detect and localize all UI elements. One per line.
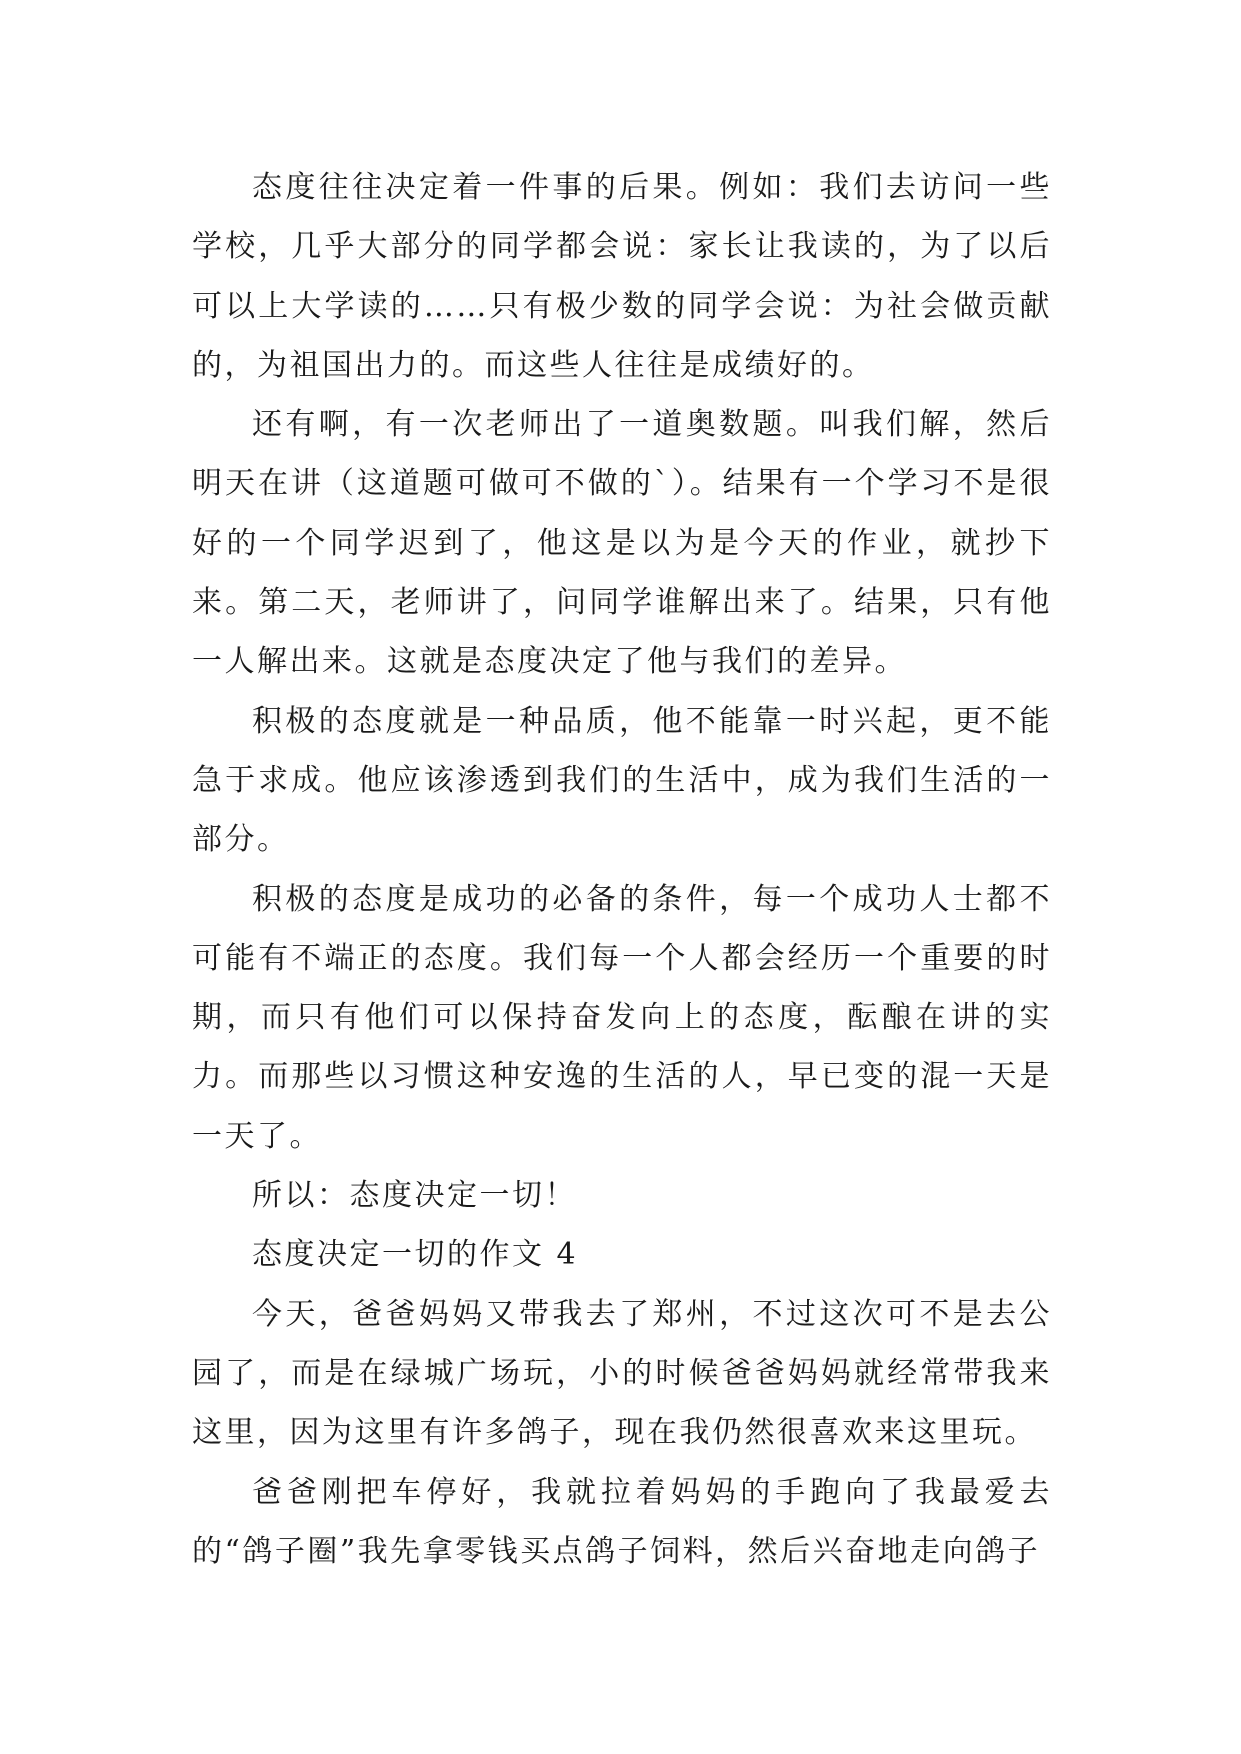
paragraph-success-condition: 积极的态度是成功的必备的条件，每一个成功人士都不可能有不端正的态度。我们每一个人都会经历一个重要的时期，而只有他们可以保持奋发向上的态度，酝酿在讲的实力。而那些以习惯这种安逸的生活的人，早已变的混一天是一天了。 <box>192 881 1052 1154</box>
paragraph-math-problem-story: 还有啊，有一次老师出了一道奥数题。叫我们解，然后明天在讲（这道题可做可不做的`）。结果有一个学习不是很好的一个同学迟到了，他这是以为是今天的作业，就抄下来。第二天，老师讲了，问同学谁解出来了。结果，只有他一人解出来。这就是态度决定了他与我们的差异。 <box>192 407 1052 680</box>
paragraph-positive-attitude-quality: 积极的态度就是一种品质，他不能靠一时兴起，更不能急于求成。他应该渗透到我们的生活中，成为我们生活的一部分。 <box>192 703 1052 858</box>
paragraph-pigeon-circle: 爸爸刚把车停好，我就拉着妈妈的手跑向了我最爱去的“鸽子圈”我先拿零钱买点鸽子饲料，然后兴奋地走向鸽子 <box>192 1474 1052 1569</box>
paragraph-attitude-consequence: 态度往往决定着一件事的后果。例如：我们去访问一些学校，几乎大部分的同学都会说：家长让我读的，为了以后可以上大学读的……只有极少数的同学会说：为社会做贡献的，为祖国出力的。而这些人往往是成绩好的。 <box>192 170 1052 383</box>
essay-heading-4: 态度决定一切的作文 4 <box>252 1237 579 1273</box>
paragraph-zhengzhou-trip: 今天，爸爸妈妈又带我去了郑州，不过这次可不是去公园了，而是在绿城广场玩，小的时候爸爸妈妈就经常带我来这里，因为这里有许多鸽子，现在我仍然很喜欢来这里玩。 <box>192 1296 1052 1451</box>
paragraph-conclusion: 所以：态度决定一切！ <box>252 1178 577 1214</box>
document-body <box>192 158 1052 1581</box>
